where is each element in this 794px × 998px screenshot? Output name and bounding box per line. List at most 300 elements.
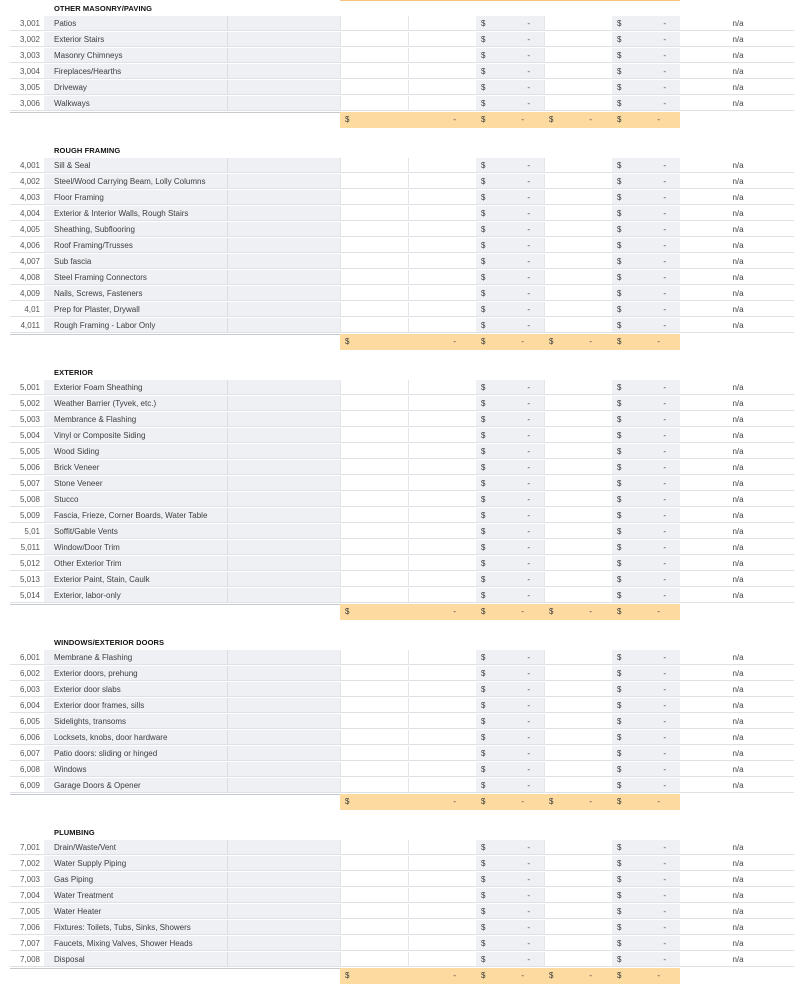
item-description-cell[interactable]: Other Exterior Trim bbox=[44, 556, 227, 571]
actual-cost-cell[interactable] bbox=[476, 48, 544, 63]
percent-cell[interactable]: n/a bbox=[680, 64, 794, 79]
variance-cell[interactable] bbox=[612, 572, 680, 587]
vendor-cell[interactable] bbox=[340, 190, 408, 205]
item-code-cell[interactable]: 4,011 bbox=[10, 318, 44, 333]
item-code-cell[interactable]: 4,01 bbox=[10, 302, 44, 317]
variance-cell[interactable] bbox=[612, 444, 680, 459]
percent-cell[interactable]: n/a bbox=[680, 920, 794, 935]
paid-cell[interactable] bbox=[544, 588, 612, 603]
item-code-cell[interactable]: 5,007 bbox=[10, 476, 44, 491]
item-description-cell[interactable]: Patios bbox=[44, 16, 227, 31]
item-code-cell[interactable]: 4,008 bbox=[10, 270, 44, 285]
paid-cell[interactable] bbox=[544, 190, 612, 205]
item-code-cell[interactable]: 7,008 bbox=[10, 952, 44, 967]
vendor-cell[interactable] bbox=[340, 492, 408, 507]
item-description-cell[interactable]: Exterior door frames, sills bbox=[44, 698, 227, 713]
actual-cost-cell[interactable] bbox=[476, 888, 544, 903]
subtotal-paid-cell[interactable] bbox=[544, 112, 612, 128]
quantity-cell[interactable] bbox=[408, 952, 476, 967]
vendor-cell[interactable] bbox=[340, 96, 408, 111]
vendor-cell[interactable] bbox=[340, 872, 408, 887]
percent-cell[interactable]: n/a bbox=[680, 698, 794, 713]
variance-cell[interactable] bbox=[612, 746, 680, 761]
quantity-cell[interactable] bbox=[408, 80, 476, 95]
item-notes-cell[interactable] bbox=[227, 64, 340, 79]
percent-cell[interactable]: n/a bbox=[680, 48, 794, 63]
item-notes-cell[interactable] bbox=[227, 158, 340, 173]
variance-cell[interactable] bbox=[612, 856, 680, 871]
vendor-cell[interactable] bbox=[340, 158, 408, 173]
paid-cell[interactable] bbox=[544, 650, 612, 665]
percent-cell[interactable]: n/a bbox=[680, 952, 794, 967]
vendor-cell[interactable] bbox=[340, 80, 408, 95]
actual-cost-cell[interactable] bbox=[476, 698, 544, 713]
percent-cell[interactable]: n/a bbox=[680, 714, 794, 729]
quantity-cell[interactable] bbox=[408, 96, 476, 111]
percent-cell[interactable]: n/a bbox=[680, 888, 794, 903]
item-description-cell[interactable]: Stone Veneer bbox=[44, 476, 227, 491]
percent-cell[interactable]: n/a bbox=[680, 302, 794, 317]
item-code-cell[interactable]: 6,009 bbox=[10, 778, 44, 793]
paid-cell[interactable] bbox=[544, 318, 612, 333]
item-description-cell[interactable]: Masonry Chimneys bbox=[44, 48, 227, 63]
actual-cost-cell[interactable] bbox=[476, 222, 544, 237]
percent-cell[interactable]: n/a bbox=[680, 936, 794, 951]
item-notes-cell[interactable] bbox=[227, 48, 340, 63]
item-code-cell[interactable]: 7,003 bbox=[10, 872, 44, 887]
paid-cell[interactable] bbox=[544, 96, 612, 111]
paid-cell[interactable] bbox=[544, 778, 612, 793]
actual-cost-cell[interactable] bbox=[476, 16, 544, 31]
subtotal-variance-cell[interactable] bbox=[612, 112, 680, 128]
vendor-cell[interactable] bbox=[340, 286, 408, 301]
item-code-cell[interactable]: 6,001 bbox=[10, 650, 44, 665]
item-notes-cell[interactable] bbox=[227, 32, 340, 47]
quantity-cell[interactable] bbox=[408, 254, 476, 269]
paid-cell[interactable] bbox=[544, 888, 612, 903]
actual-cost-cell[interactable] bbox=[476, 32, 544, 47]
item-code-cell[interactable]: 4,001 bbox=[10, 158, 44, 173]
quantity-cell[interactable] bbox=[408, 286, 476, 301]
item-description-cell[interactable]: Patio doors: sliding or hinged bbox=[44, 746, 227, 761]
item-code-cell[interactable]: 4,002 bbox=[10, 174, 44, 189]
variance-cell[interactable] bbox=[612, 222, 680, 237]
actual-cost-cell[interactable] bbox=[476, 666, 544, 681]
quantity-cell[interactable] bbox=[408, 840, 476, 855]
vendor-cell[interactable] bbox=[340, 840, 408, 855]
variance-cell[interactable] bbox=[612, 174, 680, 189]
quantity-cell[interactable] bbox=[408, 556, 476, 571]
percent-cell[interactable]: n/a bbox=[680, 476, 794, 491]
variance-cell[interactable] bbox=[612, 286, 680, 301]
quantity-cell[interactable] bbox=[408, 460, 476, 475]
quantity-cell[interactable] bbox=[408, 64, 476, 79]
quantity-cell[interactable] bbox=[408, 32, 476, 47]
vendor-cell[interactable] bbox=[340, 572, 408, 587]
item-notes-cell[interactable] bbox=[227, 556, 340, 571]
item-description-cell[interactable]: Sidelights, transoms bbox=[44, 714, 227, 729]
quantity-cell[interactable] bbox=[408, 920, 476, 935]
item-notes-cell[interactable] bbox=[227, 412, 340, 427]
percent-cell[interactable]: n/a bbox=[680, 318, 794, 333]
percent-cell[interactable]: n/a bbox=[680, 840, 794, 855]
percent-cell[interactable]: n/a bbox=[680, 270, 794, 285]
item-code-cell[interactable]: 5,012 bbox=[10, 556, 44, 571]
percent-cell[interactable]: n/a bbox=[680, 286, 794, 301]
actual-cost-cell[interactable] bbox=[476, 64, 544, 79]
item-code-cell[interactable]: 3,005 bbox=[10, 80, 44, 95]
item-description-cell[interactable]: Drain/Waste/Vent bbox=[44, 840, 227, 855]
item-description-cell[interactable]: Brick Veneer bbox=[44, 460, 227, 475]
subtotal-variance-cell[interactable] bbox=[612, 968, 680, 984]
item-code-cell[interactable]: 6,006 bbox=[10, 730, 44, 745]
percent-cell[interactable]: n/a bbox=[680, 396, 794, 411]
item-code-cell[interactable]: 5,011 bbox=[10, 540, 44, 555]
variance-cell[interactable] bbox=[612, 492, 680, 507]
actual-cost-cell[interactable] bbox=[476, 492, 544, 507]
item-notes-cell[interactable] bbox=[227, 286, 340, 301]
item-notes-cell[interactable] bbox=[227, 666, 340, 681]
actual-cost-cell[interactable] bbox=[476, 682, 544, 697]
actual-cost-cell[interactable] bbox=[476, 412, 544, 427]
percent-cell[interactable]: n/a bbox=[680, 904, 794, 919]
item-notes-cell[interactable] bbox=[227, 80, 340, 95]
percent-cell[interactable]: n/a bbox=[680, 762, 794, 777]
item-code-cell[interactable]: 3,006 bbox=[10, 96, 44, 111]
actual-cost-cell[interactable] bbox=[476, 778, 544, 793]
actual-cost-cell[interactable] bbox=[476, 476, 544, 491]
variance-cell[interactable] bbox=[612, 952, 680, 967]
item-code-cell[interactable]: 5,005 bbox=[10, 444, 44, 459]
vendor-cell[interactable] bbox=[340, 380, 408, 395]
quantity-cell[interactable] bbox=[408, 428, 476, 443]
item-code-cell[interactable]: 6,002 bbox=[10, 666, 44, 681]
item-code-cell[interactable]: 5,002 bbox=[10, 396, 44, 411]
percent-cell[interactable]: n/a bbox=[680, 650, 794, 665]
paid-cell[interactable] bbox=[544, 840, 612, 855]
item-code-cell[interactable]: 7,004 bbox=[10, 888, 44, 903]
paid-cell[interactable] bbox=[544, 746, 612, 761]
item-notes-cell[interactable] bbox=[227, 888, 340, 903]
quantity-cell[interactable] bbox=[408, 396, 476, 411]
item-description-cell[interactable]: Floor Framing bbox=[44, 190, 227, 205]
item-description-cell[interactable]: Membrane & Flashing bbox=[44, 650, 227, 665]
actual-cost-cell[interactable] bbox=[476, 746, 544, 761]
variance-cell[interactable] bbox=[612, 460, 680, 475]
quantity-cell[interactable] bbox=[408, 682, 476, 697]
item-notes-cell[interactable] bbox=[227, 206, 340, 221]
paid-cell[interactable] bbox=[544, 48, 612, 63]
actual-cost-cell[interactable] bbox=[476, 508, 544, 523]
percent-cell[interactable]: n/a bbox=[680, 508, 794, 523]
percent-cell[interactable]: n/a bbox=[680, 746, 794, 761]
paid-cell[interactable] bbox=[544, 64, 612, 79]
item-notes-cell[interactable] bbox=[227, 16, 340, 31]
paid-cell[interactable] bbox=[544, 32, 612, 47]
quantity-cell[interactable] bbox=[408, 206, 476, 221]
actual-cost-cell[interactable] bbox=[476, 762, 544, 777]
variance-cell[interactable] bbox=[612, 64, 680, 79]
item-code-cell[interactable]: 5,014 bbox=[10, 588, 44, 603]
actual-cost-cell[interactable] bbox=[476, 428, 544, 443]
item-notes-cell[interactable] bbox=[227, 588, 340, 603]
vendor-cell[interactable] bbox=[340, 64, 408, 79]
item-notes-cell[interactable] bbox=[227, 920, 340, 935]
subtotal-actual-cell[interactable] bbox=[476, 112, 544, 128]
variance-cell[interactable] bbox=[612, 206, 680, 221]
actual-cost-cell[interactable] bbox=[476, 444, 544, 459]
item-notes-cell[interactable] bbox=[227, 698, 340, 713]
item-notes-cell[interactable] bbox=[227, 96, 340, 111]
item-code-cell[interactable]: 7,002 bbox=[10, 856, 44, 871]
item-code-cell[interactable]: 5,001 bbox=[10, 380, 44, 395]
paid-cell[interactable] bbox=[544, 682, 612, 697]
item-description-cell[interactable]: Windows bbox=[44, 762, 227, 777]
actual-cost-cell[interactable] bbox=[476, 840, 544, 855]
variance-cell[interactable] bbox=[612, 714, 680, 729]
quantity-cell[interactable] bbox=[408, 412, 476, 427]
actual-cost-cell[interactable] bbox=[476, 206, 544, 221]
item-description-cell[interactable]: Water Supply Piping bbox=[44, 856, 227, 871]
quantity-cell[interactable] bbox=[408, 270, 476, 285]
variance-cell[interactable] bbox=[612, 888, 680, 903]
variance-cell[interactable] bbox=[612, 270, 680, 285]
item-code-cell[interactable]: 6,008 bbox=[10, 762, 44, 777]
vendor-cell[interactable] bbox=[340, 904, 408, 919]
item-notes-cell[interactable] bbox=[227, 508, 340, 523]
paid-cell[interactable] bbox=[544, 572, 612, 587]
item-description-cell[interactable]: Exterior Stairs bbox=[44, 32, 227, 47]
variance-cell[interactable] bbox=[612, 412, 680, 427]
item-description-cell[interactable]: Rough Framing - Labor Only bbox=[44, 318, 227, 333]
item-description-cell[interactable]: Sub fascia bbox=[44, 254, 227, 269]
quantity-cell[interactable] bbox=[408, 318, 476, 333]
item-code-cell[interactable]: 4,005 bbox=[10, 222, 44, 237]
actual-cost-cell[interactable] bbox=[476, 856, 544, 871]
percent-cell[interactable]: n/a bbox=[680, 540, 794, 555]
percent-cell[interactable]: n/a bbox=[680, 460, 794, 475]
item-notes-cell[interactable] bbox=[227, 476, 340, 491]
actual-cost-cell[interactable] bbox=[476, 524, 544, 539]
vendor-cell[interactable] bbox=[340, 778, 408, 793]
item-code-cell[interactable]: 3,001 bbox=[10, 16, 44, 31]
item-description-cell[interactable]: Weather Barrier (Tyvek, etc.) bbox=[44, 396, 227, 411]
vendor-cell[interactable] bbox=[340, 698, 408, 713]
actual-cost-cell[interactable] bbox=[476, 238, 544, 253]
subtotal-actual-cell[interactable] bbox=[476, 334, 544, 350]
item-code-cell[interactable]: 4,006 bbox=[10, 238, 44, 253]
item-notes-cell[interactable] bbox=[227, 222, 340, 237]
subtotal-paid-cell[interactable] bbox=[544, 334, 612, 350]
paid-cell[interactable] bbox=[544, 396, 612, 411]
item-code-cell[interactable]: 5,009 bbox=[10, 508, 44, 523]
variance-cell[interactable] bbox=[612, 666, 680, 681]
actual-cost-cell[interactable] bbox=[476, 396, 544, 411]
item-description-cell[interactable]: Garage Doors & Opener bbox=[44, 778, 227, 793]
actual-cost-cell[interactable] bbox=[476, 920, 544, 935]
quantity-cell[interactable] bbox=[408, 904, 476, 919]
quantity-cell[interactable] bbox=[408, 856, 476, 871]
item-notes-cell[interactable] bbox=[227, 444, 340, 459]
quantity-cell[interactable] bbox=[408, 508, 476, 523]
paid-cell[interactable] bbox=[544, 16, 612, 31]
item-code-cell[interactable]: 5,003 bbox=[10, 412, 44, 427]
subtotal-actual-cell[interactable] bbox=[476, 604, 544, 620]
quantity-cell[interactable] bbox=[408, 666, 476, 681]
item-notes-cell[interactable] bbox=[227, 762, 340, 777]
item-code-cell[interactable]: 7,007 bbox=[10, 936, 44, 951]
variance-cell[interactable] bbox=[612, 540, 680, 555]
item-notes-cell[interactable] bbox=[227, 524, 340, 539]
percent-cell[interactable]: n/a bbox=[680, 158, 794, 173]
variance-cell[interactable] bbox=[612, 80, 680, 95]
variance-cell[interactable] bbox=[612, 190, 680, 205]
item-notes-cell[interactable] bbox=[227, 952, 340, 967]
actual-cost-cell[interactable] bbox=[476, 302, 544, 317]
percent-cell[interactable]: n/a bbox=[680, 206, 794, 221]
item-notes-cell[interactable] bbox=[227, 936, 340, 951]
item-notes-cell[interactable] bbox=[227, 318, 340, 333]
vendor-cell[interactable] bbox=[340, 714, 408, 729]
percent-cell[interactable]: n/a bbox=[680, 16, 794, 31]
vendor-cell[interactable] bbox=[340, 888, 408, 903]
actual-cost-cell[interactable] bbox=[476, 556, 544, 571]
item-notes-cell[interactable] bbox=[227, 396, 340, 411]
item-description-cell[interactable]: Nails, Screws, Fasteners bbox=[44, 286, 227, 301]
item-description-cell[interactable]: Exterior door slabs bbox=[44, 682, 227, 697]
vendor-cell[interactable] bbox=[340, 650, 408, 665]
actual-cost-cell[interactable] bbox=[476, 318, 544, 333]
subtotal-estimate-cell[interactable] bbox=[340, 112, 476, 128]
quantity-cell[interactable] bbox=[408, 16, 476, 31]
paid-cell[interactable] bbox=[544, 286, 612, 301]
item-notes-cell[interactable] bbox=[227, 730, 340, 745]
item-notes-cell[interactable] bbox=[227, 778, 340, 793]
variance-cell[interactable] bbox=[612, 524, 680, 539]
percent-cell[interactable]: n/a bbox=[680, 588, 794, 603]
variance-cell[interactable] bbox=[612, 762, 680, 777]
actual-cost-cell[interactable] bbox=[476, 588, 544, 603]
variance-cell[interactable] bbox=[612, 32, 680, 47]
item-description-cell[interactable]: Soffit/Gable Vents bbox=[44, 524, 227, 539]
variance-cell[interactable] bbox=[612, 588, 680, 603]
quantity-cell[interactable] bbox=[408, 936, 476, 951]
percent-cell[interactable]: n/a bbox=[680, 572, 794, 587]
paid-cell[interactable] bbox=[544, 508, 612, 523]
vendor-cell[interactable] bbox=[340, 588, 408, 603]
item-description-cell[interactable]: Locksets, knobs, door hardware bbox=[44, 730, 227, 745]
paid-cell[interactable] bbox=[544, 238, 612, 253]
item-code-cell[interactable]: 4,009 bbox=[10, 286, 44, 301]
paid-cell[interactable] bbox=[544, 254, 612, 269]
quantity-cell[interactable] bbox=[408, 238, 476, 253]
actual-cost-cell[interactable] bbox=[476, 540, 544, 555]
percent-cell[interactable]: n/a bbox=[680, 412, 794, 427]
item-description-cell[interactable]: Vinyl or Composite Siding bbox=[44, 428, 227, 443]
variance-cell[interactable] bbox=[612, 698, 680, 713]
percent-cell[interactable]: n/a bbox=[680, 222, 794, 237]
variance-cell[interactable] bbox=[612, 508, 680, 523]
vendor-cell[interactable] bbox=[340, 762, 408, 777]
actual-cost-cell[interactable] bbox=[476, 286, 544, 301]
item-description-cell[interactable]: Exterior, labor-only bbox=[44, 588, 227, 603]
item-code-cell[interactable]: 6,004 bbox=[10, 698, 44, 713]
vendor-cell[interactable] bbox=[340, 444, 408, 459]
vendor-cell[interactable] bbox=[340, 556, 408, 571]
variance-cell[interactable] bbox=[612, 840, 680, 855]
subtotal-paid-cell[interactable] bbox=[544, 794, 612, 810]
variance-cell[interactable] bbox=[612, 872, 680, 887]
quantity-cell[interactable] bbox=[408, 492, 476, 507]
paid-cell[interactable] bbox=[544, 856, 612, 871]
variance-cell[interactable] bbox=[612, 476, 680, 491]
paid-cell[interactable] bbox=[544, 270, 612, 285]
item-code-cell[interactable]: 3,004 bbox=[10, 64, 44, 79]
subtotal-estimate-cell[interactable] bbox=[340, 604, 476, 620]
vendor-cell[interactable] bbox=[340, 48, 408, 63]
paid-cell[interactable] bbox=[544, 492, 612, 507]
variance-cell[interactable] bbox=[612, 380, 680, 395]
percent-cell[interactable]: n/a bbox=[680, 254, 794, 269]
item-code-cell[interactable]: 4,007 bbox=[10, 254, 44, 269]
quantity-cell[interactable] bbox=[408, 174, 476, 189]
actual-cost-cell[interactable] bbox=[476, 190, 544, 205]
item-notes-cell[interactable] bbox=[227, 904, 340, 919]
variance-cell[interactable] bbox=[612, 904, 680, 919]
quantity-cell[interactable] bbox=[408, 302, 476, 317]
quantity-cell[interactable] bbox=[408, 588, 476, 603]
paid-cell[interactable] bbox=[544, 302, 612, 317]
quantity-cell[interactable] bbox=[408, 762, 476, 777]
item-code-cell[interactable]: 6,007 bbox=[10, 746, 44, 761]
vendor-cell[interactable] bbox=[340, 16, 408, 31]
variance-cell[interactable] bbox=[612, 556, 680, 571]
item-description-cell[interactable]: Window/Door Trim bbox=[44, 540, 227, 555]
vendor-cell[interactable] bbox=[340, 540, 408, 555]
quantity-cell[interactable] bbox=[408, 524, 476, 539]
quantity-cell[interactable] bbox=[408, 476, 476, 491]
paid-cell[interactable] bbox=[544, 222, 612, 237]
paid-cell[interactable] bbox=[544, 428, 612, 443]
variance-cell[interactable] bbox=[612, 778, 680, 793]
item-notes-cell[interactable] bbox=[227, 856, 340, 871]
quantity-cell[interactable] bbox=[408, 572, 476, 587]
item-code-cell[interactable]: 5,006 bbox=[10, 460, 44, 475]
item-description-cell[interactable]: Membrance & Flashing bbox=[44, 412, 227, 427]
paid-cell[interactable] bbox=[544, 206, 612, 221]
item-description-cell[interactable]: Exterior & Interior Walls, Rough Stairs bbox=[44, 206, 227, 221]
actual-cost-cell[interactable] bbox=[476, 460, 544, 475]
subtotal-variance-cell[interactable] bbox=[612, 604, 680, 620]
item-description-cell[interactable]: Water Heater bbox=[44, 904, 227, 919]
item-description-cell[interactable]: Fixtures: Toilets, Tubs, Sinks, Showers bbox=[44, 920, 227, 935]
paid-cell[interactable] bbox=[544, 872, 612, 887]
vendor-cell[interactable] bbox=[340, 318, 408, 333]
actual-cost-cell[interactable] bbox=[476, 714, 544, 729]
percent-cell[interactable]: n/a bbox=[680, 666, 794, 681]
vendor-cell[interactable] bbox=[340, 460, 408, 475]
variance-cell[interactable] bbox=[612, 48, 680, 63]
subtotal-estimate-cell[interactable] bbox=[340, 794, 476, 810]
item-description-cell[interactable]: Exterior Paint, Stain, Caulk bbox=[44, 572, 227, 587]
actual-cost-cell[interactable] bbox=[476, 952, 544, 967]
paid-cell[interactable] bbox=[544, 412, 612, 427]
paid-cell[interactable] bbox=[544, 920, 612, 935]
variance-cell[interactable] bbox=[612, 650, 680, 665]
subtotal-paid-cell[interactable] bbox=[544, 968, 612, 984]
item-description-cell[interactable]: Water Treatment bbox=[44, 888, 227, 903]
item-description-cell[interactable]: Stucco bbox=[44, 492, 227, 507]
